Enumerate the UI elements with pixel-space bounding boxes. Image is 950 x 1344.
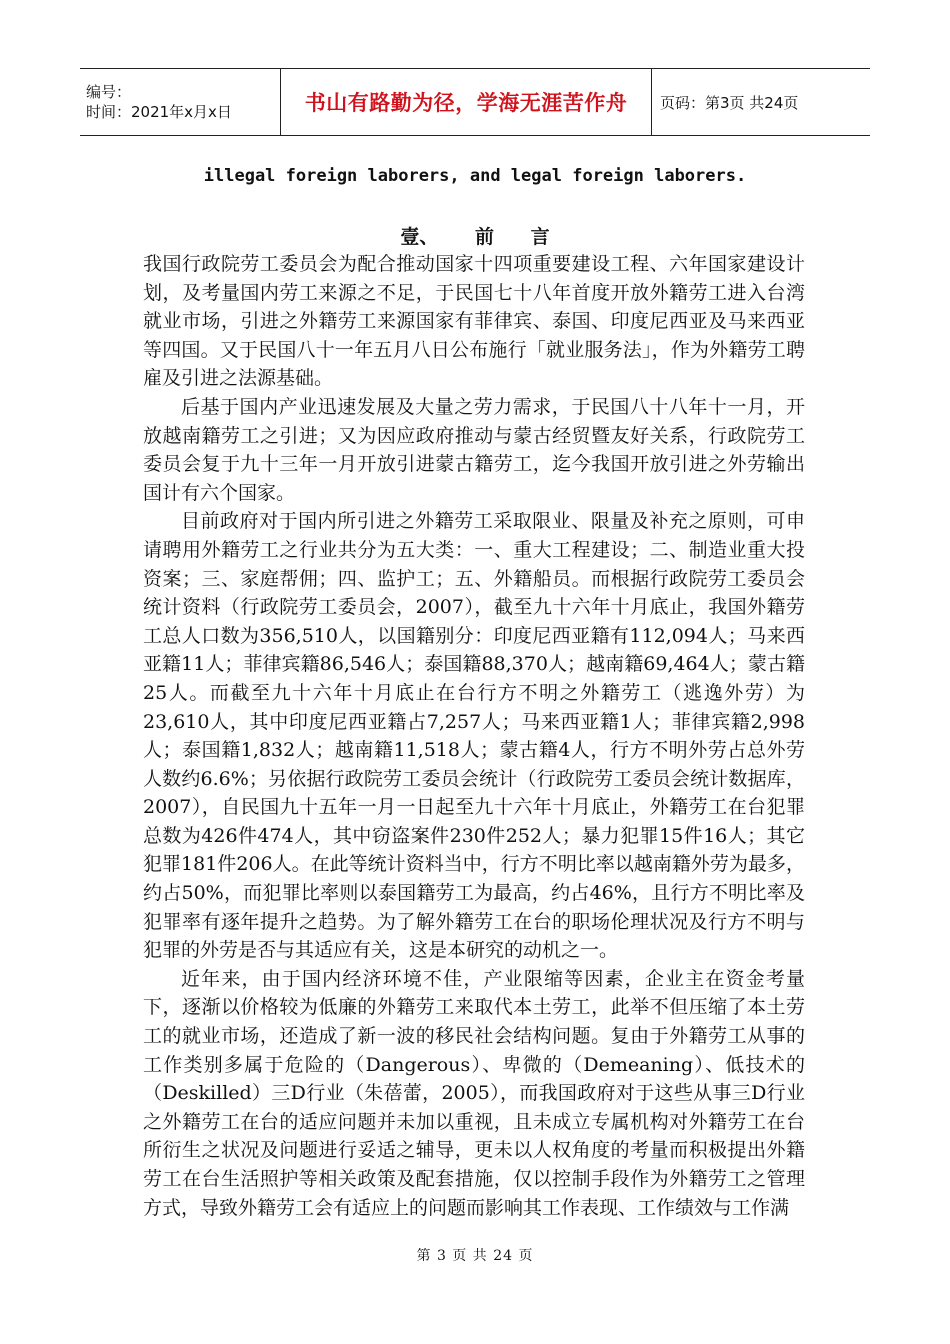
english-abstract-line: illegal foreign laborers, and legal foreign laborers. (203, 166, 747, 186)
header-meta (80, 69, 280, 135)
page-header (80, 68, 870, 136)
paragraph-3: 目前政府对于国内所引进之外籍劳工采取限业、限量及补充之原则，可申请聘用外籍劳工之行业共分为五大类：一、重大工程建设；二、制造业重大投资案；三、家庭帮佣；四、监护工；五、外籍船员。而根据行政院劳工委员会统计资料（行政院劳工委员会，2007），截至九十六年十月底止，我国外籍劳工总人口数为356,510人，以国籍别分：印度尼西亚籍有112,094人；马来西亚籍11人；菲律宾籍86,546人；泰国籍88,370人；越南籍69,464人；蒙古籍25人。而截至九十六年十月底止在台行方不明之外籍劳工（逃逸外劳）为23,610人，其中印度尼西亚籍占7,257人；马来西亚籍1人；菲律宾籍2,998人；泰国籍1,832人；越南籍11,518人；蒙古籍4人，行方不明外劳占总外劳人数约6.6%；另依据行政院劳工委员会统计（行政院劳工委员会统计数据库，2007），自民国九十五年一月一日起至九十六年十月底止，外籍劳工在台犯罪总数为426件474人，其中窃盗案件230件252人；暴力犯罪15件16人；其它犯罪181件206人。在此等统计资料当中，行方不明比率以越南籍外劳为最多，约占50%，而犯罪比率则以泰国籍劳工为最高，约占46%，且行方不明比率及犯罪率有逐年提升之趋势。为了解外籍劳工在台的职场伦理状况及行方不明与犯罪的外劳是否与其适应有关，这是本研究的动机之一。 (143, 510, 805, 962)
section-heading: 壹、 前 言 (400, 226, 550, 248)
paragraph-2: 后基于国内产业迅速发展及大量之劳力需求，于民国八十八年十一月，开放越南籍劳工之引进；又为因应政府推动与蒙古经贸暨友好关系，行政院劳工委员会复于九十三年一月开放引进蒙古籍劳工，迄今我国开放引进之外劳输出国计有六个国家。 (143, 395, 805, 504)
document-date-label: 时间：2021年x月x日 (86, 103, 232, 121)
header-page-info: 页码：第3页 共24页 (660, 93, 799, 112)
body-text (143, 250, 805, 1222)
header-motto-cell (280, 69, 652, 135)
header-motto: 书山有路勤为径，学海无涯苦作舟 (304, 91, 628, 115)
page-footer: 第 3 页 共 24 页 (416, 1248, 534, 1264)
header-page-info-cell (652, 69, 870, 135)
document-number-label: 编号： (86, 83, 132, 101)
paragraph-4: 近年来，由于国内经济环境不佳，产业限缩等因素，企业主在资金考量下，逐渐以价格较为低廉的外籍劳工来取代本土劳工，此举不但压缩了本土劳工的就业市场，还造成了新一波的移民社会结构问题。复由于外籍劳工从事的工作类别多属于危险的（Dangerous）、卑微的（Demeaning）、低技术的（Deskilled）三D行业（朱蓓蕾，2005），而我国政府对于这些从事三D行业之外籍劳工在台的适应问题并未加以重视，且未成立专属机构对外籍劳工在台所衍生之状况及问题进行妥适之辅导，更未以人权角度的考量而积极提出外籍劳工在台生活照护等相关政策及配套措施，仅以控制手段作为外籍劳工之管理方式，导致外籍劳工会有适应上的问题而影响其工作表现、工作绩效与工作满 (143, 967, 805, 1219)
paragraph-1: 我国行政院劳工委员会为配合推动国家十四项重要建设工程、六年国家建设计划，及考量国内劳工来源之不足，于民国七十八年首度开放外籍劳工进入台湾就业市场，引进之外籍劳工来源国家有菲律宾、泰国、印度尼西亚及马来西亚等四国。又于民国八十一年五月八日公布施行「就业服务法」，作为外籍劳工聘雇及引进之法源基础。 (143, 253, 805, 390)
